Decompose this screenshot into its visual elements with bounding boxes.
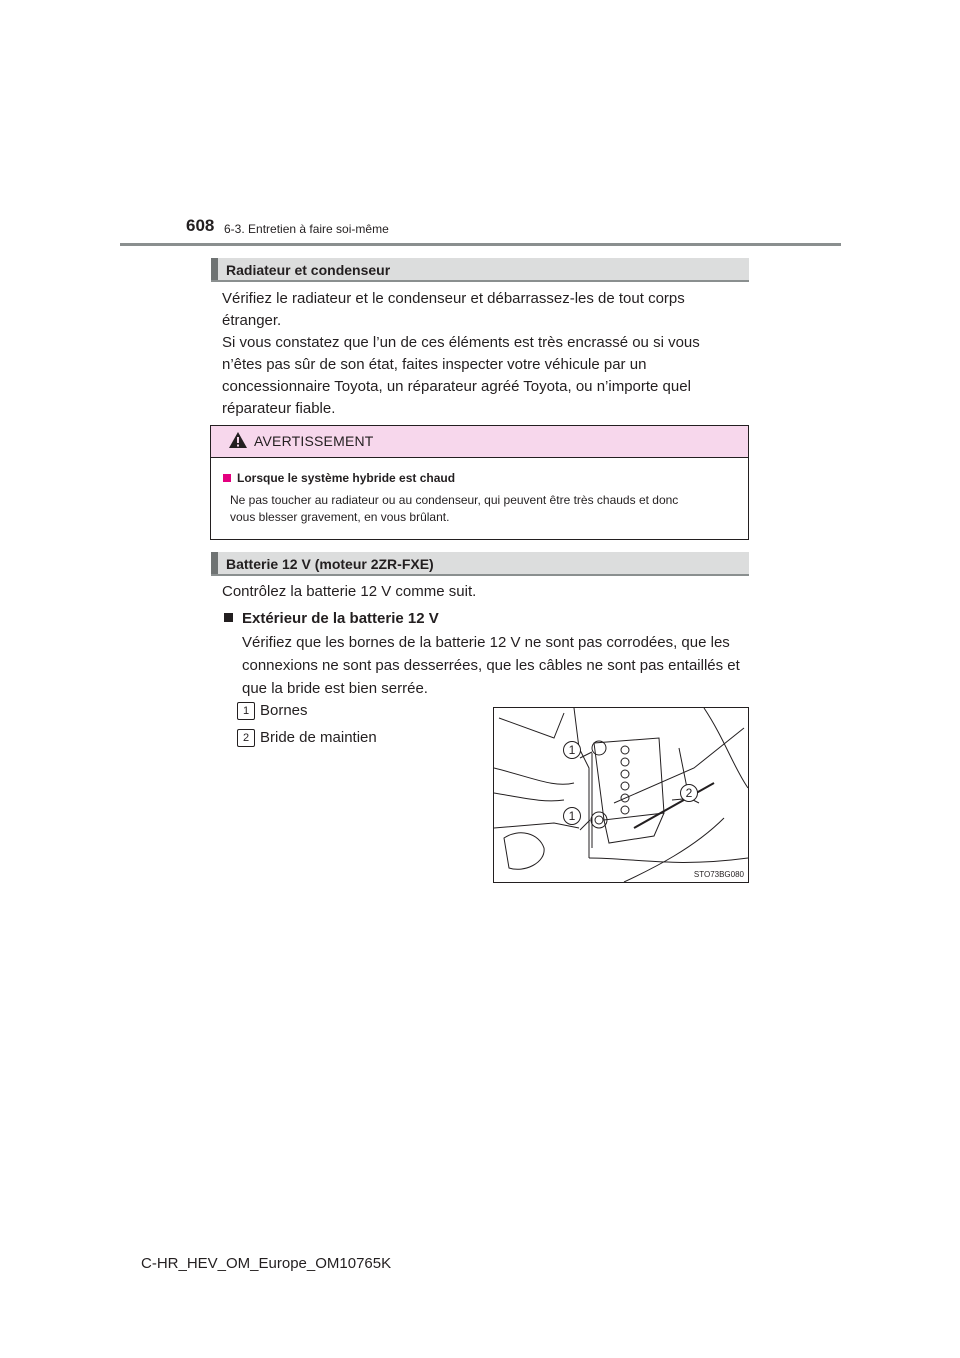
legend-item	[237, 729, 377, 747]
heading-tab	[211, 258, 218, 280]
warning-header	[211, 426, 748, 458]
bullet-square-icon	[223, 474, 231, 482]
radiator-line: étranger.	[222, 312, 282, 329]
callout-1-terminal: 1	[563, 807, 581, 825]
section-title: 6-3. Entretien à faire soi-même	[224, 222, 389, 236]
battery-paragraph	[242, 631, 745, 700]
page-number: 608	[186, 216, 215, 235]
callout-1-terminal: 1	[563, 741, 581, 759]
warning-box	[210, 425, 749, 540]
radiator-heading-text: Radiateur et condenseur	[226, 262, 391, 278]
battery-intro: Contrôlez la batterie 12 V comme suit.	[222, 583, 477, 600]
warning-title-text: Lorsque le système hybride est chaud	[237, 471, 456, 485]
bullet-square-icon	[224, 613, 233, 622]
battery-line: que la bride est bien serrée.	[242, 680, 428, 697]
radiator-line: concessionnaire Toyota, un réparateur agréé Toyota, ou n’importe quel	[222, 378, 691, 395]
figure-code: STO73BG080	[693, 870, 744, 879]
radiator-line: Vérifiez le radiateur et le condenseur et débarrassez-les de tout corps	[222, 290, 685, 307]
radiator-paragraph	[222, 288, 745, 420]
warning-line: vous blesser gravement, en vous brûlant.	[230, 510, 450, 524]
warning-heading: AVERTISSEMENT	[254, 433, 374, 449]
warning-text	[230, 492, 743, 526]
radiator-line: n’êtes pas sûr de son état, faites inspecter votre véhicule par un	[222, 356, 647, 373]
battery-subheading	[224, 608, 747, 630]
legend-label: Bornes	[260, 702, 308, 719]
radiator-line: réparateur fiable.	[222, 400, 336, 417]
legend-item	[237, 702, 308, 720]
engine-bay-drawing	[494, 708, 748, 882]
callout-number: 2	[237, 729, 255, 747]
battery-heading-text: Batterie 12 V (moteur 2ZR-FXE)	[226, 556, 434, 572]
battery-illustration	[493, 707, 749, 883]
heading-tab	[211, 552, 218, 574]
legend-label: Bride de maintien	[260, 729, 377, 746]
warning-line: Ne pas toucher au radiateur ou au condenseur, qui peuvent être très chauds et donc	[230, 493, 679, 507]
warning-title	[223, 471, 455, 485]
radiator-heading	[211, 258, 749, 282]
header-rule	[120, 243, 841, 246]
battery-line: connexions ne sont pas desserrées, que les câbles ne sont pas entaillés et	[242, 657, 740, 674]
document-footer: C-HR_HEV_OM_Europe_OM10765K	[141, 1255, 392, 1272]
warning-triangle-icon	[228, 431, 248, 449]
callout-2-clamp: 2	[680, 784, 698, 802]
battery-heading	[211, 552, 749, 576]
callout-number: 1	[237, 702, 255, 720]
radiator-line: Si vous constatez que l’un de ces éléments est très encrassé ou si vous	[222, 334, 700, 351]
battery-line: Vérifiez que les bornes de la batterie 12 V ne sont pas corrodées, que les	[242, 634, 730, 651]
battery-subheading-text: Extérieur de la batterie 12 V	[242, 610, 439, 627]
